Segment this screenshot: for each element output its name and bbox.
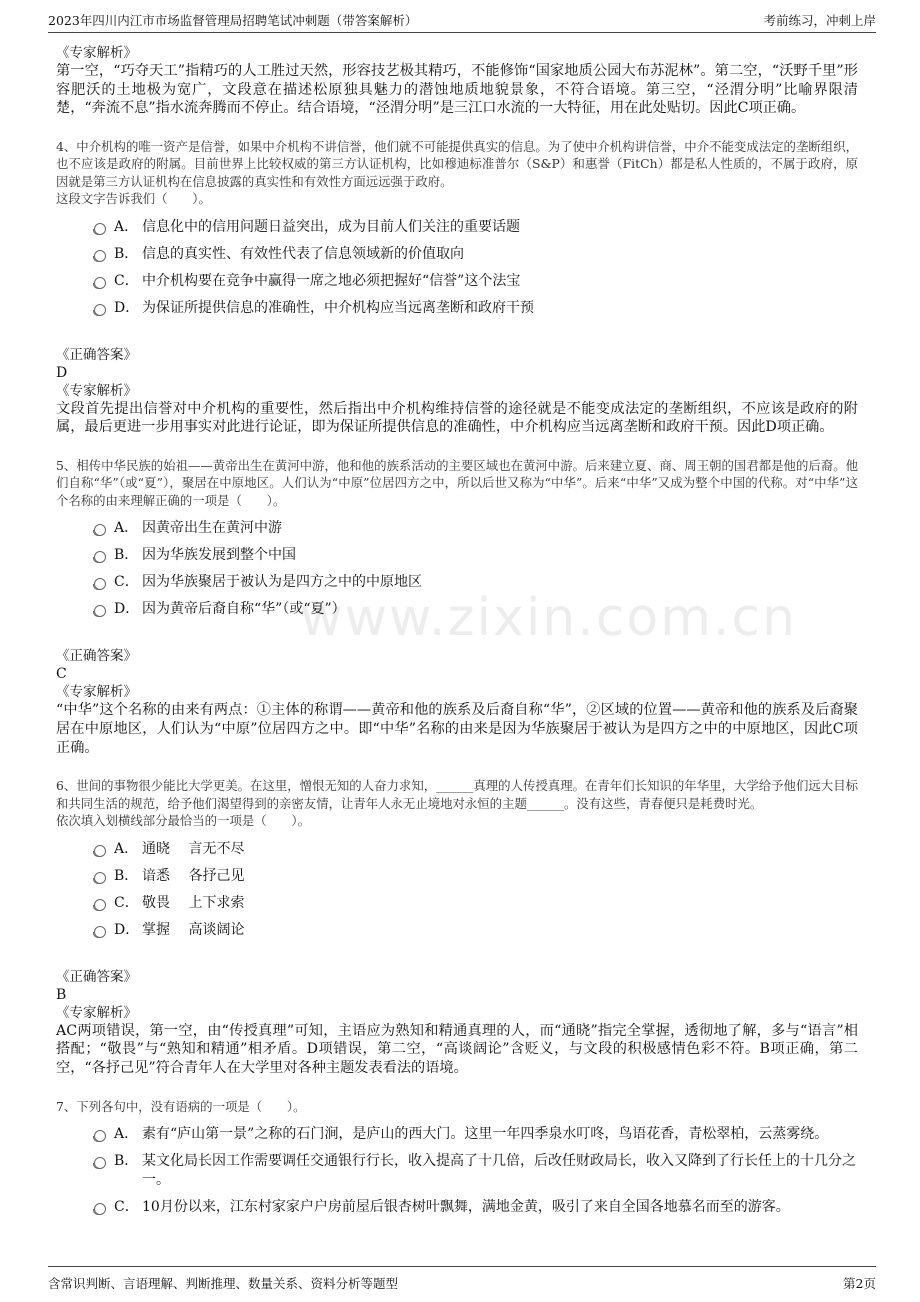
correct-answer-label: 《正确答案》 <box>56 346 137 363</box>
option-c[interactable] <box>56 1198 858 1217</box>
option-text: 因为华族聚居于被认为是四方之中的中原地区 <box>142 574 422 591</box>
question-4 <box>56 138 858 437</box>
option-d[interactable] <box>56 299 858 318</box>
option-c[interactable] <box>56 894 858 913</box>
radio-icon[interactable] <box>94 524 106 536</box>
question-5 <box>56 457 858 757</box>
correct-answer-value: D <box>56 364 68 381</box>
radio-icon[interactable] <box>94 1203 106 1215</box>
option-letter: D． <box>114 299 140 316</box>
option-d[interactable] <box>56 921 858 940</box>
option-letter: C． <box>114 574 139 591</box>
option-text: 为保证所提供信息的准确性，中介机构应当远离垄断和政府干预 <box>142 299 534 316</box>
question-stem: 6、世间的事物很少能比大学更美。在这里，憎恨无知的人奋力求知，______真理的人传授真理。在青年们长知识的年华里，大学给予他们远大目标和共同生活的规范，给予他们渴望得到的亲密友情，让青年人永无止境地对永恒的主题______。没有这些，青春便只是耗费时光。 <box>56 778 858 811</box>
expert-analysis-text: 文段首先提出信誉对中介机构的重要性，然后指出中介机构维持信誉的途径就是不能变成法定的垄断组织，不应该是政府的附属，最后更进一步用事实对此进行论证，即为保证所提供信息的准确性，中介机构应当远离垄断和政府干预。因此D项正确。 <box>56 400 858 436</box>
header-slogan: 考前练习，冲刺上岸 <box>763 13 876 28</box>
option-a[interactable] <box>56 1125 858 1144</box>
option-letter: C． <box>114 894 139 911</box>
page-content <box>56 44 858 1225</box>
option-text: 素有“庐山第一景”之称的石门涧，是庐山的西大门。这里一年四季泉水叮咚，鸟语花香，青松翠柏，云蒸雾绕。 <box>142 1126 829 1143</box>
option-text: 信息化中的信用问题日益突出，成为目前人们关注的重要话题 <box>142 218 520 235</box>
question-prompt: 这段文字告诉我们（ ）。 <box>56 191 211 207</box>
option-text: 信息的真实性、有效性代表了信息领域新的价值取向 <box>142 245 464 262</box>
expert-analysis-text: “中华”这个名称的由来有两点：①主体的称谓——黄帝和他的族系及后裔自称“华”，②区域的位置——黄帝和他的族系及后裔聚居在中原地区，人们认为“中原”位居四方之中。即“中华”名称的由来是因为华族聚居于被认为是四方之中的中原地区，因此C项正确。 <box>56 702 858 756</box>
radio-icon[interactable] <box>94 845 106 857</box>
correct-answer-label: 《正确答案》 <box>56 648 137 665</box>
option-letter: D． <box>114 921 140 938</box>
option-b[interactable] <box>56 867 858 886</box>
document-title: 2023年四川内江市市场监督管理局招聘笔试冲刺题（带答案解析） <box>48 13 418 28</box>
question-7 <box>56 1098 858 1218</box>
option-letter: C． <box>114 272 139 289</box>
option-b[interactable] <box>56 245 858 264</box>
option-letter: A． <box>114 520 139 537</box>
option-list <box>56 840 858 940</box>
option-letter: B． <box>114 547 139 564</box>
option-letter: A． <box>114 218 139 235</box>
option-text: 因黄帝出生在黄河中游 <box>142 520 282 537</box>
option-a[interactable] <box>56 840 858 859</box>
radio-icon[interactable] <box>94 899 106 911</box>
question-stem: 5、相传中华民族的始祖——黄帝出生在黄河中游，他和他的族系活动的主要区域也在黄河中游。后来建立夏、商、周王朝的国君都是他的后裔。他们自称“华”（或“夏”），聚居在中原地区。人们认为“中原”位居四方之中，所以后世又称为“中华”。后来“中华”又成为整个中国的代称。对“中华”这个名称的由来理解正确的一项是（ ）。 <box>56 457 858 508</box>
option-letter: A． <box>114 1126 139 1143</box>
option-letter: A． <box>114 840 139 857</box>
radio-icon[interactable] <box>94 605 106 617</box>
radio-icon[interactable] <box>94 277 106 289</box>
page-footer <box>48 1266 876 1295</box>
option-letter: C． <box>114 1199 139 1216</box>
correct-answer-label: 《正确答案》 <box>56 968 137 985</box>
option-text: 10月份以来，江东村家家户户房前屋后银杏树叶飘舞，满地金黄，吸引了来自全国各地慕名而至的游客。 <box>142 1199 790 1216</box>
option-c[interactable] <box>56 573 858 592</box>
option-text: 某文化局长因工作需要调任交通银行行长，收入提高了十几倍，后改任财政局长，收入又降到了行长任上的十几分之一。 <box>142 1153 856 1189</box>
option-d[interactable] <box>56 600 858 619</box>
option-list <box>56 519 858 619</box>
radio-icon[interactable] <box>94 304 106 316</box>
watermark: www.zixin.com.cn <box>300 588 797 648</box>
option-letter: B． <box>114 867 139 884</box>
option-letter: B． <box>114 245 139 262</box>
radio-icon[interactable] <box>94 872 106 884</box>
option-b[interactable] <box>56 1152 858 1190</box>
option-b[interactable] <box>56 546 858 565</box>
expert-analysis-text: AC两项错误，第一空，由“传授真理”可知，主语应为熟知和精通真理的人，而“通晓”指完全掌握，透彻地了解，多与“语言”相搭配；“敬畏”与“熟知和精通”相矛盾。D项错误，第二空，“高谈阔论”含贬义，与文段的积极感情色彩不符。B项正确，第二空，“各抒己见”符合青年人在大学里对各种主题发表看法的语境。 <box>56 1022 858 1076</box>
page-number: 第2页 <box>843 1276 876 1291</box>
radio-icon[interactable] <box>94 926 106 938</box>
option-c[interactable] <box>56 272 858 291</box>
option-text: 因为华族发展到整个中国 <box>142 547 296 564</box>
radio-icon[interactable] <box>94 223 106 235</box>
option-text: 敬畏 上下求索 <box>142 894 245 911</box>
correct-answer-value: B <box>56 986 67 1003</box>
question-stem: 7、下列各句中，没有语病的一项是（ ）。 <box>56 1098 306 1114</box>
option-letter: B． <box>114 1153 139 1170</box>
radio-icon[interactable] <box>94 551 106 563</box>
expert-analysis-label: 《专家解析》 <box>56 1004 137 1021</box>
expert-analysis-text: 第一空，“巧夺天工”指精巧的人工胜过天然，形容技艺极其精巧，不能修饰“国家地质公园大布苏泥林”。第二空，“沃野千里”形容肥沃的土地极为宽广，文段意在描述松原独具魅力的潜蚀地质地貌景象，不符合语境。第三空，“泾渭分明”比喻界限清楚，“奔流不息”指水流奔腾而不停止。结合语境，“泾渭分明”是三江口水流的一大特征，用在此处贴切。因此C项正确。 <box>56 63 858 117</box>
footer-topics: 含常识判断、言语理解、判断推理、数量关系、资料分析等题型 <box>48 1276 399 1291</box>
option-text: 掌握 高谈阔论 <box>142 921 245 938</box>
radio-icon[interactable] <box>94 250 106 262</box>
question-stem: 4、中介机构的唯一资产是信誉，如果中介机构不讲信誉，他们就不可能提供真实的信息。为了使中介机构讲信誉，中介不能变成法定的垄断组织，也不应该是政府的附属。目前世界上比较权威的第三方认证机构，比如穆迪标准普尔（S&P）和惠誉（FitCh）都是私人性质的，不属于政府，原因就是第三方认证机构在信息披露的真实性和有效性方面远远强于政府。 <box>56 138 858 189</box>
correct-answer-value: C <box>56 666 67 683</box>
page-header <box>48 10 876 33</box>
option-a[interactable] <box>56 218 858 237</box>
radio-icon[interactable] <box>94 1130 106 1142</box>
radio-icon[interactable] <box>94 578 106 590</box>
question-prompt: 依次填入划横线部分最恰当的一项是（ ）。 <box>56 813 311 829</box>
expert-analysis-label: 《专家解析》 <box>56 382 137 399</box>
question-6 <box>56 777 858 1077</box>
option-text: 谙悉 各抒己见 <box>142 867 245 884</box>
expert-analysis-label: 《专家解析》 <box>56 45 137 61</box>
radio-icon[interactable] <box>94 1157 106 1169</box>
option-text: 中介机构要在竞争中赢得一席之地必须把握好“信誉”这个法宝 <box>142 272 521 289</box>
option-text: 因为黄帝后裔自称“华”（或“夏”） <box>142 601 346 618</box>
expert-analysis-label: 《专家解析》 <box>56 684 137 701</box>
option-letter: D． <box>114 601 140 618</box>
option-a[interactable] <box>56 519 858 538</box>
option-list <box>56 218 858 318</box>
option-text: 通晓 言无不尽 <box>142 840 245 857</box>
option-list <box>56 1125 858 1217</box>
